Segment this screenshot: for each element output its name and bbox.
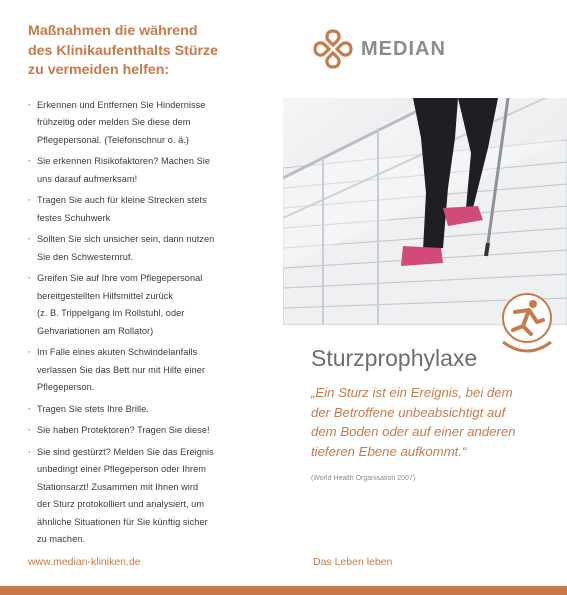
median-logo-icon bbox=[311, 27, 355, 71]
quote-line: tieferen Ebene aufkommt.“ bbox=[311, 443, 467, 459]
list-item-line: frühzeitig oder melden Sie diese dem bbox=[37, 117, 191, 127]
list-item-line: Gehvariationen am Rollator) bbox=[37, 325, 154, 336]
quote-line: dem Boden oder auf einer anderen bbox=[311, 424, 516, 440]
list-item-line: unbedingt einer Pflegeperson oder Ihrem bbox=[37, 464, 206, 474]
list-item-line: · Tragen Sie auch für kleine Strecken stets bbox=[37, 195, 207, 205]
quote-line: der Betroffene unbeabsichtigt auf bbox=[311, 404, 506, 420]
measures-list bbox=[28, 97, 256, 549]
quote-source: (World Health Organisation 2007) bbox=[311, 475, 416, 482]
left-column bbox=[28, 22, 256, 553]
list-item bbox=[28, 270, 256, 340]
list-item-line: · Sie erkennen Risikofaktoren? Machen Sie bbox=[37, 156, 211, 166]
list-item-line: · Sie haben Protektoren? Tragen Sie diese! bbox=[37, 425, 210, 435]
list-item bbox=[28, 401, 256, 419]
falling-person-icon bbox=[499, 290, 555, 356]
list-item-line: Stationsarzt! Zusammen mit Ihnen wird bbox=[37, 481, 199, 492]
list-item-line: Sie den Schwesternruf. bbox=[37, 251, 134, 262]
list-item bbox=[28, 192, 256, 227]
list-item-line: der Sturz protokolliert und analysiert, um bbox=[37, 499, 205, 509]
list-item-line: · Sie sind gestürzt? Melden Sie das Ereignis bbox=[37, 446, 214, 457]
list-item-line: bereitgestellten Hilfsmittel zurück bbox=[37, 290, 174, 301]
website-link[interactable]: www.median-kliniken.de bbox=[28, 556, 141, 568]
page-title: Sturzprophylaxe bbox=[311, 345, 478, 371]
list-item bbox=[28, 344, 256, 397]
list-item-line: uns darauf aufmerksam! bbox=[37, 173, 138, 184]
title-line: zu vermeiden helfen: bbox=[28, 62, 170, 78]
list-item-line: · Greifen Sie auf Ihre vom Pflegepersonal bbox=[37, 273, 203, 283]
list-item bbox=[28, 444, 256, 549]
list-item-line: · Sollten Sie sich unsicher sein, dann nutzen bbox=[37, 234, 215, 244]
title-line: des Klinikaufenthalts Stürze bbox=[28, 42, 218, 59]
list-item bbox=[28, 153, 256, 188]
section-title bbox=[28, 22, 256, 81]
list-item-line: festes Schuhwerk bbox=[37, 212, 111, 223]
median-logo bbox=[311, 26, 446, 72]
list-item bbox=[28, 231, 256, 266]
logo-wordmark: MEDIAN bbox=[361, 37, 446, 60]
title-line: Maßnahmen die während bbox=[28, 23, 198, 39]
who-quote bbox=[311, 383, 549, 461]
list-item-line: · Erkennen und Entfernen Sie Hindernisse bbox=[37, 99, 206, 110]
list-item-line: (z. B. Trippelgang im Rollstuhl, oder bbox=[37, 308, 185, 318]
list-item-line: Pflegepersonal. (Telefonschnur o. ä.) bbox=[37, 134, 189, 145]
list-item-line: Pflegeperson. bbox=[37, 382, 95, 392]
quote-line: „Ein Sturz ist ein Ereignis, bei dem bbox=[311, 385, 513, 400]
list-item-line: ähnliche Situationen für Sie künftig sicher bbox=[37, 516, 208, 527]
bottom-accent-bar bbox=[0, 586, 567, 595]
list-item-line: zu machen. bbox=[37, 534, 85, 544]
slogan: Das Leben leben bbox=[313, 556, 393, 568]
list-item-line: · Tragen Sie stets Ihre Brille. bbox=[37, 403, 149, 414]
list-item bbox=[28, 422, 256, 440]
list-item-line: · Im Falle eines akuten Schwindelanfalls bbox=[37, 347, 198, 357]
list-item-line: verlassen Sie das Bett nur mit Hilfe einer bbox=[37, 364, 206, 375]
list-item bbox=[28, 97, 256, 150]
